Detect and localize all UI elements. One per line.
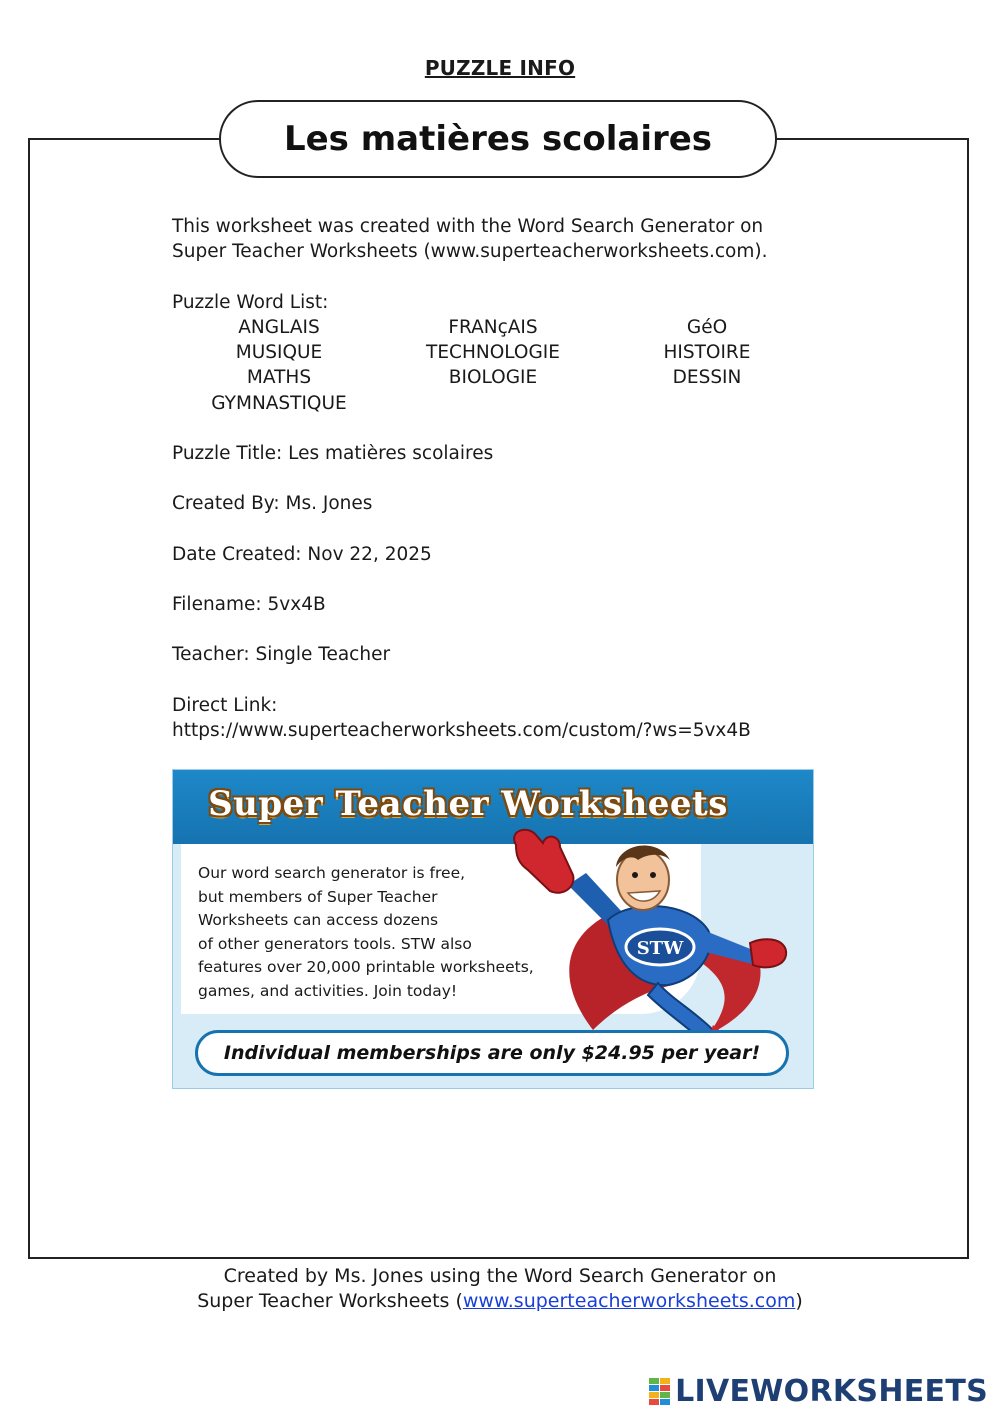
ad-badge: STW — [636, 938, 684, 959]
created-by-line: Created By: Ms. Jones — [172, 493, 373, 515]
word-list-item: HISTOIRE — [663, 342, 751, 364]
footer-suffix: ) — [795, 1290, 803, 1312]
footer-line-1: Created by Ms. Jones using the Word Search Generator on — [223, 1265, 777, 1287]
super-teacher-ad[interactable] — [172, 769, 814, 1089]
puzzle-title-line: Puzzle Title: Les matières scolaires — [172, 443, 494, 465]
direct-link-label: Direct Link: — [172, 694, 278, 716]
superhero-mascot-icon — [498, 825, 814, 1040]
word-list-item: BIOLOGIE — [448, 367, 538, 389]
membership-banner[interactable]: Individual memberships are only $24.95 per year! — [195, 1030, 789, 1076]
direct-link-url[interactable]: https://www.superteacherworksheets.com/custom/?ws=5vx4B — [172, 719, 751, 741]
ad-body-line: Our word search generator is free, — [198, 864, 466, 882]
liveworksheets-brand[interactable] — [649, 1374, 988, 1409]
ad-body-line: features over 20,000 printable worksheets, — [198, 958, 534, 976]
worksheet-title: Les matières scolaires — [219, 100, 777, 178]
ad-body-line: of other generators tools. STW also — [198, 934, 472, 953]
word-list-item: ANGLAIS — [238, 316, 320, 338]
word-list-label: Puzzle Word List: — [172, 291, 329, 313]
footer — [0, 1264, 1000, 1314]
word-list-item: GYMNASTIQUE — [211, 392, 347, 414]
ad-body-line: Worksheets can access dozens — [198, 911, 439, 929]
ad-body-line: but members of Super Teacher — [198, 887, 438, 906]
teacher-line: Teacher: Single Teacher — [172, 644, 391, 666]
puzzle-info-section — [172, 214, 872, 743]
filename-line: Filename: 5vx4B — [172, 593, 326, 615]
footer-link[interactable]: www.superteacherworksheets.com — [462, 1290, 796, 1312]
word-list-item: TECHNOLOGIE — [426, 342, 560, 364]
word-list-item: GéO — [686, 316, 728, 338]
word-list-item: DESSIN — [672, 367, 742, 389]
word-list-item: MUSIQUE — [235, 342, 323, 364]
liveworksheets-logo-icon — [649, 1378, 671, 1406]
ad-body-line: games, and activities. Join today! — [198, 981, 458, 1000]
footer-line-2 — [0, 1289, 1000, 1314]
liveworksheets-text: LIVEWORKSHEETS — [675, 1374, 988, 1409]
footer-prefix: Super Teacher Worksheets ( — [197, 1290, 463, 1312]
intro-line-1: This worksheet was created with the Word Search Generator on — [172, 216, 764, 237]
word-list-item: FRANçAIS — [448, 316, 538, 338]
date-created-line: Date Created: Nov 22, 2025 — [172, 543, 432, 565]
word-list-item: MATHS — [246, 367, 312, 389]
word-list — [172, 315, 872, 416]
intro-line-2: Super Teacher Worksheets (www.superteacherworksheets.com). — [172, 241, 768, 263]
ad-title: Super Teacher Worksheets — [208, 784, 728, 824]
puzzle-info-heading: PUZZLE INFO — [424, 56, 576, 80]
